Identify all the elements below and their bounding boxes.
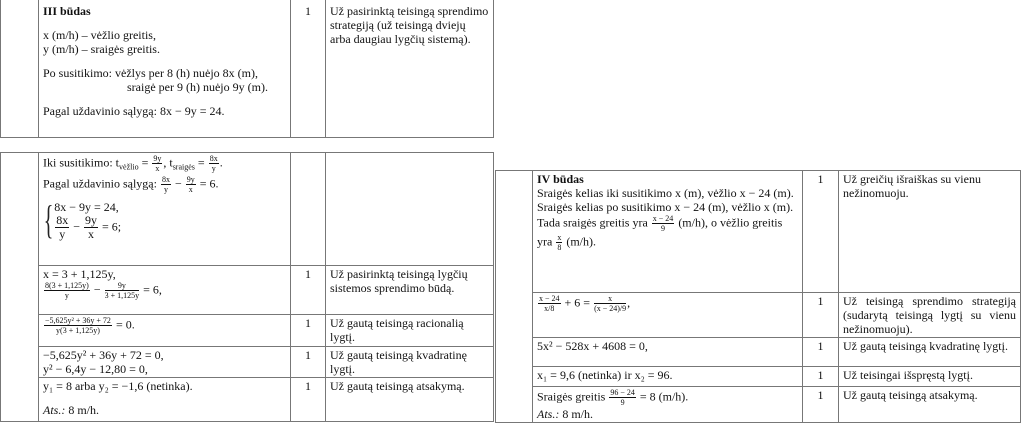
solution-line: y (m/h) – sraigės greitis. [43,42,160,56]
solution-cell [39,0,291,138]
fraction [161,175,171,194]
text: . [219,155,223,170]
solution-cell [533,171,803,293]
denominator: x [155,164,160,173]
text: (m/h). [563,234,596,249]
fraction [152,154,162,173]
table-row [496,171,1021,293]
denominator: y [163,184,168,194]
numerator: −5,625y² + 36y + 72 [45,316,111,325]
criterion-cell: Už teisingai išspręstą lygtį. [839,367,1021,387]
text: = 6. [196,175,219,190]
fraction [84,214,98,241]
numerator: 8x [209,154,218,163]
table-row [1,266,494,315]
solution-line: Po susitikimo: vėžlys per 8 (h) nuėjo 8x (m), [43,66,258,80]
empty-cell [1,0,39,138]
fraction [556,233,562,252]
fraction [186,175,196,194]
points-cell: 1 [803,293,839,338]
denominator: y [59,226,66,241]
numerator: 9y [186,174,195,184]
numerator: 9y [153,154,162,163]
solution-cell [39,378,291,422]
fraction [44,281,90,300]
equation: y² − 6,4y − 12,80 = 0, [43,362,148,376]
table-row [496,293,1021,338]
text: = 8 (m/h). [636,389,689,404]
table-row [496,387,1021,423]
solution-cell [39,347,291,378]
answer-label: Ats.: [43,403,66,417]
denominator: x [188,184,193,194]
table-row [496,367,1021,387]
text: − [70,218,83,233]
fraction [55,214,69,241]
text: = 6; [98,218,122,233]
text: Sraigės greitis [537,389,609,404]
equation: y₁ = 8 arba y₂ = −1,6 (netinka). [43,379,193,393]
text: − [90,282,104,297]
equation: x = 3 + 1,125y, [43,267,116,281]
fraction [209,154,219,173]
solution-table-method-4 [495,170,1021,423]
text: , [627,295,631,310]
points-cell: 1 [803,367,839,387]
solution-table-method-3 [0,0,494,138]
text: Iki susitikimo: t [43,155,120,170]
solution-line: Pagal uždavinio sąlygą: 8x − 9y = 24. [43,104,225,118]
answer-value: 8 m/h. [559,407,594,421]
points-cell: 1 [803,171,839,293]
denominator: y [64,291,69,300]
criterion-cell: Už greičių išraiškas su vienu nežinomuoju. [839,171,1021,293]
denominator: 3 + 1,125y [104,291,140,300]
answer-label: Ats.: [537,407,560,421]
numerator: 9y [105,281,140,291]
solution-line: Sraigės kelias iki susitikimo x (m), vėžlio x − 24 (m). [537,186,794,200]
solution-cell: x₁ = 9,6 (netinka) ir x₂ = 96. [533,367,803,387]
fraction [594,294,626,313]
solution-line: x (m/h) – vėžlio greitis, [43,28,156,42]
points-cell: 1 [291,266,326,315]
text: sraigės [172,162,195,172]
fraction [538,294,561,313]
points-cell: 1 [803,338,839,367]
points-cell: 1 [291,347,326,378]
numerator: 9y [84,212,97,227]
answer-value: 8 m/h. [65,403,100,417]
text: = 0. [112,317,135,332]
brace-icon: { [43,196,54,242]
numerator: 8x [161,174,170,184]
text: Pagal uždavinio sąlygą: [43,175,160,190]
solution-line: sraigė per 9 (h) nuėjo 9y (m). [127,80,268,94]
denominator: 9 [620,398,625,407]
points-cell: 1 [291,315,326,347]
method-title: III būdas [43,4,91,18]
table-row [496,338,1021,367]
criterion-cell: Už gautą teisingą kvadratinę lygtį. [839,338,1021,367]
equation: −5,625y² + 36y + 72 = 0, [43,348,164,362]
table-row [1,378,494,422]
empty-cell [1,153,39,422]
table-row [1,347,494,378]
table-row [1,153,494,266]
empty-cell [496,171,533,423]
points-cell: 1 [291,0,326,138]
criterion-cell: Už pasirinktą teisingą lygčių sistemos sprendimo būdą. [326,266,494,315]
numerator: x − 24 [539,294,560,303]
denominator: 9 [661,224,666,233]
solution-cell: 5x² − 528x + 4608 = 0, [533,338,803,367]
criterion-cell: Už pasirinktą teisingą sprendimo strategiją (už teisingą dviejų arba daugiau lygčių sistemą). [326,0,494,138]
text: , t [163,155,173,170]
text: = [138,155,152,170]
denominator: x/8 [544,304,555,313]
equation-system [43,196,286,242]
solution-line: Sraigės kelias po susitikimo x − 24 (m), vėžlio x (m). [537,200,794,214]
denominator: x [87,226,94,241]
solution-cell [39,153,291,266]
solution-cell [39,266,291,315]
solution-table-method-3-cont [0,152,494,422]
criterion-cell: Už gautą teisingą atsakymą. [326,378,494,422]
solution-cell [533,387,803,423]
numerator: 8(3 + 1,125y) [45,281,89,290]
points-cell [291,153,326,266]
solution-cell [39,315,291,347]
points-cell: 1 [803,387,839,423]
text: vėžlio [119,162,139,172]
equation: 8x − 9y = 24, [54,199,119,214]
points-cell: 1 [291,378,326,422]
fraction [609,388,636,407]
denominator: y [211,164,216,173]
criterion-cell [326,153,494,266]
text: + 6 = [561,295,594,310]
solution-cell [533,293,803,338]
fraction [652,214,675,233]
text: = [194,155,208,170]
text: − [171,175,185,190]
criterion-cell: Už gautą teisingą racionalią lygtį. [326,315,494,347]
fraction [105,281,140,300]
denominator: y(3 + 1,125y) [56,326,100,335]
numerator: 96 − 24 [610,388,635,397]
numerator: 8x [56,212,69,227]
criterion-cell: Už teisingą sprendimo strategiją (sudarytą teisingą lygtį su vienu nežinomuoju). [839,293,1021,338]
denominator: (x − 24)/9 [594,304,627,313]
criterion-cell: Už gautą teisingą kvadratinę lygtį. [326,347,494,378]
criterion-cell: Už gautą teisingą atsakymą. [839,387,1021,423]
method-title: IV būdas [537,172,584,186]
fraction [44,316,112,335]
numerator: x [594,294,626,304]
numerator: x [557,233,562,242]
text: (m/h), o vėžlio greitis yra [537,215,783,249]
denominator: 8 [557,243,562,252]
text: Tada sraigės greitis yra [537,215,651,230]
text: = 6, [140,282,162,297]
table-row [1,315,494,347]
numerator: x − 24 [652,214,674,223]
table-row [1,0,494,138]
